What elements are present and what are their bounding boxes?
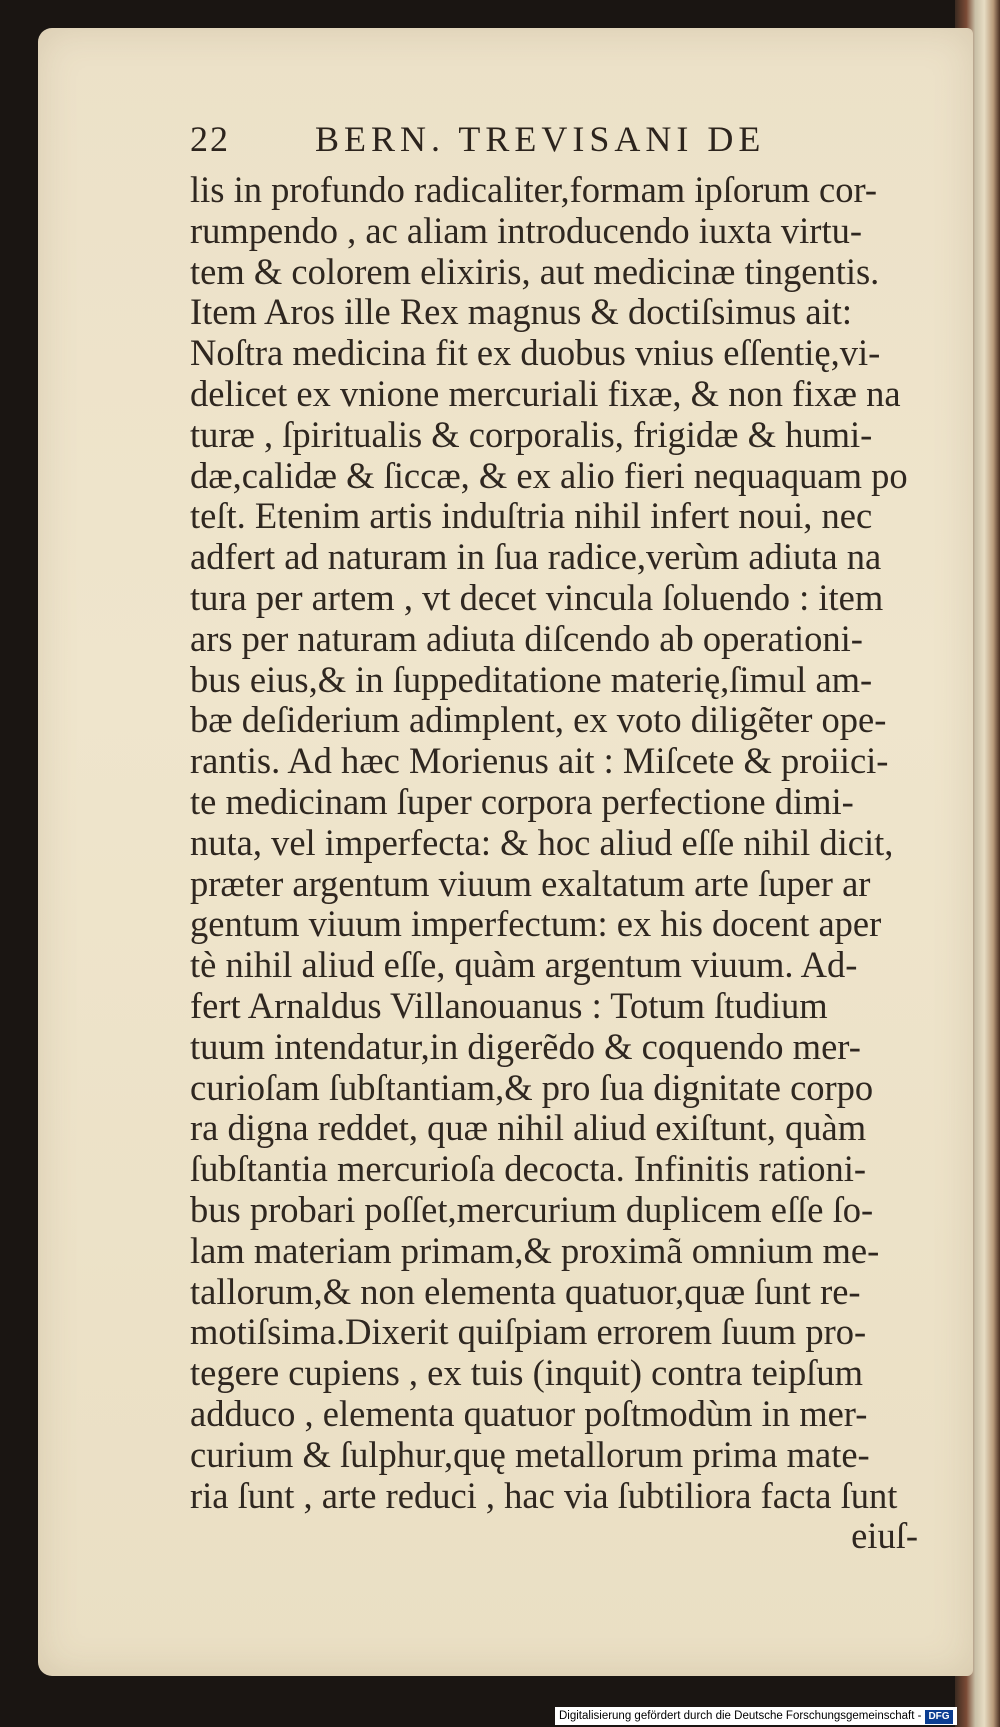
running-title: BERN. TREVISANI DE [315, 119, 766, 159]
text-line: rumpendo , ac aliam introducendo iuxta virtu- [190, 209, 863, 251]
text-line: adduco , elementa quatuor poſtmodùm in mer- [190, 1392, 868, 1434]
text-line: tem & colorem elixiris, aut medicinæ tingentis. [190, 250, 880, 292]
text-line: Item Aros ille Rex magnus & doctiſsimus ait: [190, 291, 853, 333]
text-line: curioſam ſubſtantiam,& pro ſua dignitate corpo [190, 1066, 874, 1108]
text-line: tuum intendatur,in digerẽdo & coquendo mer- [190, 1025, 861, 1067]
text-line: tegere cupiens , ex tuis (inquit) contra teipſum [190, 1352, 864, 1394]
text-line: lam materiam primam,& proximã omnium me- [190, 1229, 880, 1271]
text-line: tè nihil aliud eſſe, quàm argentum viuum. Ad- [190, 944, 858, 986]
text-line: fert Arnaldus Villanouanus : Totum ſtudium [190, 984, 828, 1026]
text-line: bus eius,& in ſuppeditatione materię,ſimul am- [190, 658, 873, 700]
text-line: teſt. Etenim artis induſtria nihil infert noui, nec [190, 495, 873, 537]
catchword: eiuſ- [851, 1515, 918, 1557]
text-line: nuta, vel imperfecta: & hoc aliud eſſe nihil dicit, [190, 821, 894, 863]
text-line: te medicinam ſuper corpora perfectione dimi- [190, 780, 854, 822]
page-header [190, 118, 810, 164]
text-line: adfert ad naturam in ſua radice,verùm adiuta na [190, 536, 882, 578]
funding-notice: Digitalisierung gefördert durch die Deutsche Forschungsgemeinschaft - [559, 1710, 922, 1722]
text-line: præter argentum viuum exaltatum arte ſuper ar [190, 862, 871, 904]
text-line: rantis. Ad hæc Morienus ait : Miſcete & proiici- [190, 740, 889, 782]
text-line: delicet ex vnione mercuriali fixæ, & non fixæ na [190, 372, 901, 414]
text-line: gentum viuum imperfectum: ex his docent aper [190, 903, 882, 945]
text-line: ra digna reddet, quæ nihil aliud exiſtunt, quàm [190, 1107, 867, 1149]
text-line: Noſtra medicina fit ex duobus vnius eſſentię,vi- [190, 332, 881, 374]
funding-footer [555, 1707, 957, 1725]
page-number: 22 [190, 119, 230, 159]
page-text-block [190, 170, 930, 1557]
text-line: curium & ſulphur,quę metallorum prima mate- [190, 1433, 870, 1475]
text-line: ria ſunt , arte reduci , hac via ſubtiliora facta ſunt [190, 1474, 898, 1516]
text-line: bus probari poſſet,mercurium duplicem eſſe ſo- [190, 1188, 874, 1230]
text-line: dæ,calidæ & ſiccæ, & ex alio fieri nequaquam po [190, 454, 908, 496]
dfg-logo: DFG [925, 1710, 952, 1724]
text-line: lis in profundo radicaliter,formam ipſorum cor- [190, 169, 878, 210]
text-line: tura per artem , vt decet vincula ſoluendo : item [190, 576, 884, 618]
text-line: ars per naturam adiuta diſcendo ab operationi- [190, 617, 863, 659]
text-line: ſubſtantia mercurioſa decocta. Infinitis rationi- [190, 1148, 867, 1190]
text-line: tallorum,& non elementa quatuor,quæ ſunt re- [190, 1270, 861, 1312]
text-line: bæ deſiderium adimplent, ex voto diligẽter ope- [190, 699, 887, 741]
text-line: turæ , ſpiritualis & corporalis, frigidæ & humi- [190, 413, 873, 455]
text-line: motiſsima.Dixerit quiſpiam errorem ſuum pro- [190, 1311, 867, 1353]
